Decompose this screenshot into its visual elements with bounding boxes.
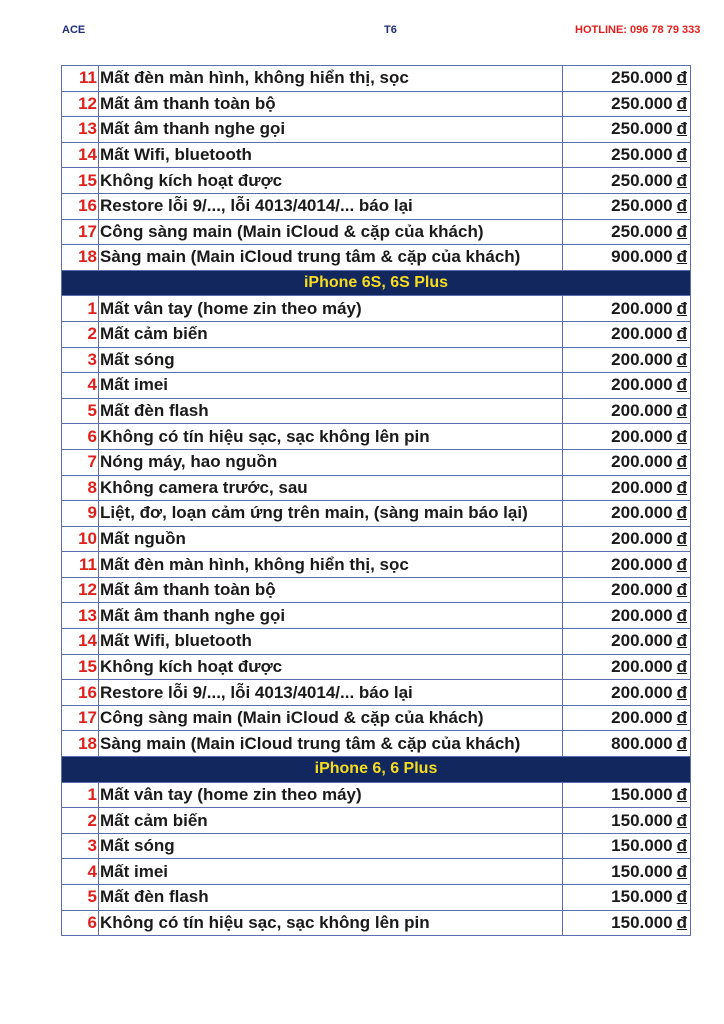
price-value: 250.000 bbox=[611, 145, 673, 165]
price-cell bbox=[563, 910, 691, 936]
price-table bbox=[61, 65, 691, 936]
price-row bbox=[62, 373, 691, 399]
price-value: 150.000 bbox=[611, 861, 673, 881]
price-row bbox=[62, 91, 691, 117]
price-row bbox=[62, 782, 691, 808]
price-value: 200.000 bbox=[611, 631, 673, 651]
currency-symbol: đ bbox=[676, 247, 687, 267]
service-description: Mất âm thanh toàn bộ bbox=[99, 577, 563, 603]
price-value: 200.000 bbox=[611, 401, 673, 421]
section-header-row bbox=[62, 757, 691, 783]
row-number: 18 bbox=[62, 731, 99, 757]
service-description: Mất âm thanh toàn bộ bbox=[99, 91, 563, 117]
currency-symbol: đ bbox=[676, 145, 687, 165]
row-number: 14 bbox=[62, 629, 99, 655]
row-number: 12 bbox=[62, 91, 99, 117]
currency-symbol: đ bbox=[676, 426, 687, 446]
currency-symbol: đ bbox=[676, 477, 687, 497]
price-row bbox=[62, 219, 691, 245]
service-description: Công sàng main (Main iCloud & cặp của khách) bbox=[99, 219, 563, 245]
row-number: 17 bbox=[62, 705, 99, 731]
price-value: 250.000 bbox=[611, 196, 673, 216]
service-description: Mất sóng bbox=[99, 833, 563, 859]
price-cell bbox=[563, 885, 691, 911]
service-description: Restore lỗi 9/..., lỗi 4013/4014/... báo lại bbox=[99, 680, 563, 706]
currency-symbol: đ bbox=[676, 93, 687, 113]
row-number: 8 bbox=[62, 475, 99, 501]
row-number: 12 bbox=[62, 577, 99, 603]
price-value: 200.000 bbox=[611, 349, 673, 369]
service-description: Công sàng main (Main iCloud & cặp của khách) bbox=[99, 705, 563, 731]
price-cell bbox=[563, 321, 691, 347]
currency-symbol: đ bbox=[676, 528, 687, 548]
price-cell bbox=[563, 398, 691, 424]
price-row bbox=[62, 705, 691, 731]
service-description: Không có tín hiệu sạc, sạc không lên pin bbox=[99, 424, 563, 450]
price-row bbox=[62, 808, 691, 834]
service-description: Mất nguồn bbox=[99, 526, 563, 552]
service-description: Nóng máy, hao nguồn bbox=[99, 449, 563, 475]
price-cell bbox=[563, 680, 691, 706]
service-description: Mất cảm biến bbox=[99, 321, 563, 347]
price-row bbox=[62, 680, 691, 706]
currency-symbol: đ bbox=[676, 170, 687, 190]
row-number: 1 bbox=[62, 782, 99, 808]
currency-symbol: đ bbox=[676, 733, 687, 753]
price-row bbox=[62, 501, 691, 527]
price-value: 150.000 bbox=[611, 810, 673, 830]
row-number: 1 bbox=[62, 296, 99, 322]
currency-symbol: đ bbox=[676, 631, 687, 651]
row-number: 4 bbox=[62, 373, 99, 399]
price-value: 200.000 bbox=[611, 503, 673, 523]
currency-symbol: đ bbox=[676, 605, 687, 625]
price-cell bbox=[563, 833, 691, 859]
section-title: iPhone 6S, 6S Plus bbox=[62, 270, 691, 296]
service-description: Mất âm thanh nghe gọi bbox=[99, 603, 563, 629]
price-value: 200.000 bbox=[611, 656, 673, 676]
row-number: 18 bbox=[62, 245, 99, 271]
currency-symbol: đ bbox=[676, 580, 687, 600]
price-cell bbox=[563, 526, 691, 552]
row-number: 2 bbox=[62, 321, 99, 347]
row-number: 15 bbox=[62, 168, 99, 194]
currency-symbol: đ bbox=[676, 912, 687, 932]
price-value: 250.000 bbox=[611, 221, 673, 241]
service-description: Mất đèn flash bbox=[99, 398, 563, 424]
service-description: Không kích hoạt được bbox=[99, 168, 563, 194]
service-description: Mất đèn flash bbox=[99, 885, 563, 911]
currency-symbol: đ bbox=[676, 784, 687, 804]
price-row bbox=[62, 859, 691, 885]
service-description: Sàng main (Main iCloud trung tâm & cặp của khách) bbox=[99, 731, 563, 757]
row-number: 7 bbox=[62, 449, 99, 475]
price-cell bbox=[563, 782, 691, 808]
service-description: Mất Wifi, bluetooth bbox=[99, 629, 563, 655]
service-description: Liệt, đơ, loạn cảm ứng trên main, (sàng main báo lại) bbox=[99, 501, 563, 527]
price-cell bbox=[563, 66, 691, 92]
price-value: 200.000 bbox=[611, 375, 673, 395]
currency-symbol: đ bbox=[676, 452, 687, 472]
price-row bbox=[62, 245, 691, 271]
price-cell bbox=[563, 168, 691, 194]
price-cell bbox=[563, 603, 691, 629]
price-table-body bbox=[62, 66, 691, 936]
price-cell bbox=[563, 808, 691, 834]
price-cell bbox=[563, 91, 691, 117]
service-description: Mất imei bbox=[99, 859, 563, 885]
price-cell bbox=[563, 705, 691, 731]
currency-symbol: đ bbox=[676, 119, 687, 139]
currency-symbol: đ bbox=[676, 196, 687, 216]
price-row bbox=[62, 117, 691, 143]
price-value: 200.000 bbox=[611, 298, 673, 318]
price-value: 200.000 bbox=[611, 324, 673, 344]
price-cell bbox=[563, 373, 691, 399]
service-description: Mất vân tay (home zin theo máy) bbox=[99, 782, 563, 808]
row-number: 3 bbox=[62, 347, 99, 373]
currency-symbol: đ bbox=[676, 221, 687, 241]
service-description: Mất Wifi, bluetooth bbox=[99, 142, 563, 168]
price-row bbox=[62, 193, 691, 219]
header-brand: ACE bbox=[62, 24, 86, 36]
price-row bbox=[62, 731, 691, 757]
price-row bbox=[62, 629, 691, 655]
price-value: 250.000 bbox=[611, 119, 673, 139]
service-description: Sàng main (Main iCloud trung tâm & cặp của khách) bbox=[99, 245, 563, 271]
price-row bbox=[62, 833, 691, 859]
currency-symbol: đ bbox=[676, 375, 687, 395]
price-value: 250.000 bbox=[611, 68, 673, 88]
price-value: 200.000 bbox=[611, 426, 673, 446]
service-description: Mất cảm biến bbox=[99, 808, 563, 834]
currency-symbol: đ bbox=[676, 708, 687, 728]
price-row bbox=[62, 321, 691, 347]
price-cell bbox=[563, 552, 691, 578]
row-number: 2 bbox=[62, 808, 99, 834]
price-row bbox=[62, 424, 691, 450]
price-value: 200.000 bbox=[611, 605, 673, 625]
price-cell bbox=[563, 859, 691, 885]
price-value: 800.000 bbox=[611, 733, 673, 753]
price-value: 150.000 bbox=[611, 912, 673, 932]
price-row bbox=[62, 398, 691, 424]
price-row bbox=[62, 603, 691, 629]
price-value: 200.000 bbox=[611, 580, 673, 600]
row-number: 3 bbox=[62, 833, 99, 859]
currency-symbol: đ bbox=[676, 68, 687, 88]
currency-symbol: đ bbox=[676, 349, 687, 369]
price-value: 250.000 bbox=[611, 93, 673, 113]
price-row bbox=[62, 910, 691, 936]
price-row bbox=[62, 654, 691, 680]
section-title: iPhone 6, 6 Plus bbox=[62, 757, 691, 783]
price-cell bbox=[563, 501, 691, 527]
price-cell bbox=[563, 475, 691, 501]
section-header-row bbox=[62, 270, 691, 296]
price-cell bbox=[563, 654, 691, 680]
price-row bbox=[62, 168, 691, 194]
service-description: Mất sóng bbox=[99, 347, 563, 373]
price-value: 200.000 bbox=[611, 554, 673, 574]
currency-symbol: đ bbox=[676, 554, 687, 574]
currency-symbol: đ bbox=[676, 324, 687, 344]
service-description: Không kích hoạt được bbox=[99, 654, 563, 680]
price-cell bbox=[563, 193, 691, 219]
price-row bbox=[62, 347, 691, 373]
price-value: 200.000 bbox=[611, 682, 673, 702]
price-value: 150.000 bbox=[611, 836, 673, 856]
row-number: 9 bbox=[62, 501, 99, 527]
currency-symbol: đ bbox=[676, 401, 687, 421]
price-row bbox=[62, 552, 691, 578]
row-number: 5 bbox=[62, 885, 99, 911]
service-description: Mất vân tay (home zin theo máy) bbox=[99, 296, 563, 322]
price-value: 150.000 bbox=[611, 784, 673, 804]
price-cell bbox=[563, 219, 691, 245]
currency-symbol: đ bbox=[676, 810, 687, 830]
service-description: Restore lỗi 9/..., lỗi 4013/4014/... báo lại bbox=[99, 193, 563, 219]
price-cell bbox=[563, 731, 691, 757]
service-description: Mất imei bbox=[99, 373, 563, 399]
price-value: 150.000 bbox=[611, 887, 673, 907]
price-cell bbox=[563, 629, 691, 655]
price-row bbox=[62, 885, 691, 911]
row-number: 6 bbox=[62, 910, 99, 936]
service-description: Mất âm thanh nghe gọi bbox=[99, 117, 563, 143]
row-number: 16 bbox=[62, 193, 99, 219]
price-cell bbox=[563, 577, 691, 603]
price-row bbox=[62, 475, 691, 501]
price-row bbox=[62, 449, 691, 475]
row-number: 15 bbox=[62, 654, 99, 680]
price-value: 200.000 bbox=[611, 477, 673, 497]
price-value: 200.000 bbox=[611, 528, 673, 548]
row-number: 16 bbox=[62, 680, 99, 706]
row-number: 11 bbox=[62, 552, 99, 578]
currency-symbol: đ bbox=[676, 298, 687, 318]
price-value: 900.000 bbox=[611, 247, 673, 267]
currency-symbol: đ bbox=[676, 656, 687, 676]
currency-symbol: đ bbox=[676, 682, 687, 702]
header-hotline: HOTLINE: 096 78 79 333 bbox=[575, 24, 701, 36]
price-row bbox=[62, 526, 691, 552]
row-number: 10 bbox=[62, 526, 99, 552]
service-description: Mất đèn màn hình, không hiển thị, sọc bbox=[99, 66, 563, 92]
price-cell bbox=[563, 296, 691, 322]
row-number: 11 bbox=[62, 66, 99, 92]
currency-symbol: đ bbox=[676, 887, 687, 907]
price-row bbox=[62, 296, 691, 322]
currency-symbol: đ bbox=[676, 836, 687, 856]
price-value: 250.000 bbox=[611, 170, 673, 190]
price-row bbox=[62, 142, 691, 168]
row-number: 5 bbox=[62, 398, 99, 424]
currency-symbol: đ bbox=[676, 503, 687, 523]
row-number: 6 bbox=[62, 424, 99, 450]
price-row bbox=[62, 577, 691, 603]
service-description: Mất đèn màn hình, không hiển thị, sọc bbox=[99, 552, 563, 578]
price-cell bbox=[563, 347, 691, 373]
price-cell bbox=[563, 424, 691, 450]
price-row bbox=[62, 66, 691, 92]
row-number: 14 bbox=[62, 142, 99, 168]
currency-symbol: đ bbox=[676, 861, 687, 881]
price-value: 200.000 bbox=[611, 708, 673, 728]
row-number: 13 bbox=[62, 603, 99, 629]
row-number: 13 bbox=[62, 117, 99, 143]
price-value: 200.000 bbox=[611, 452, 673, 472]
price-cell bbox=[563, 117, 691, 143]
price-cell bbox=[563, 142, 691, 168]
service-description: Không camera trước, sau bbox=[99, 475, 563, 501]
service-description: Không có tín hiệu sạc, sạc không lên pin bbox=[99, 910, 563, 936]
price-cell bbox=[563, 449, 691, 475]
row-number: 17 bbox=[62, 219, 99, 245]
price-cell bbox=[563, 245, 691, 271]
row-number: 4 bbox=[62, 859, 99, 885]
header-page-label: T6 bbox=[384, 24, 397, 36]
